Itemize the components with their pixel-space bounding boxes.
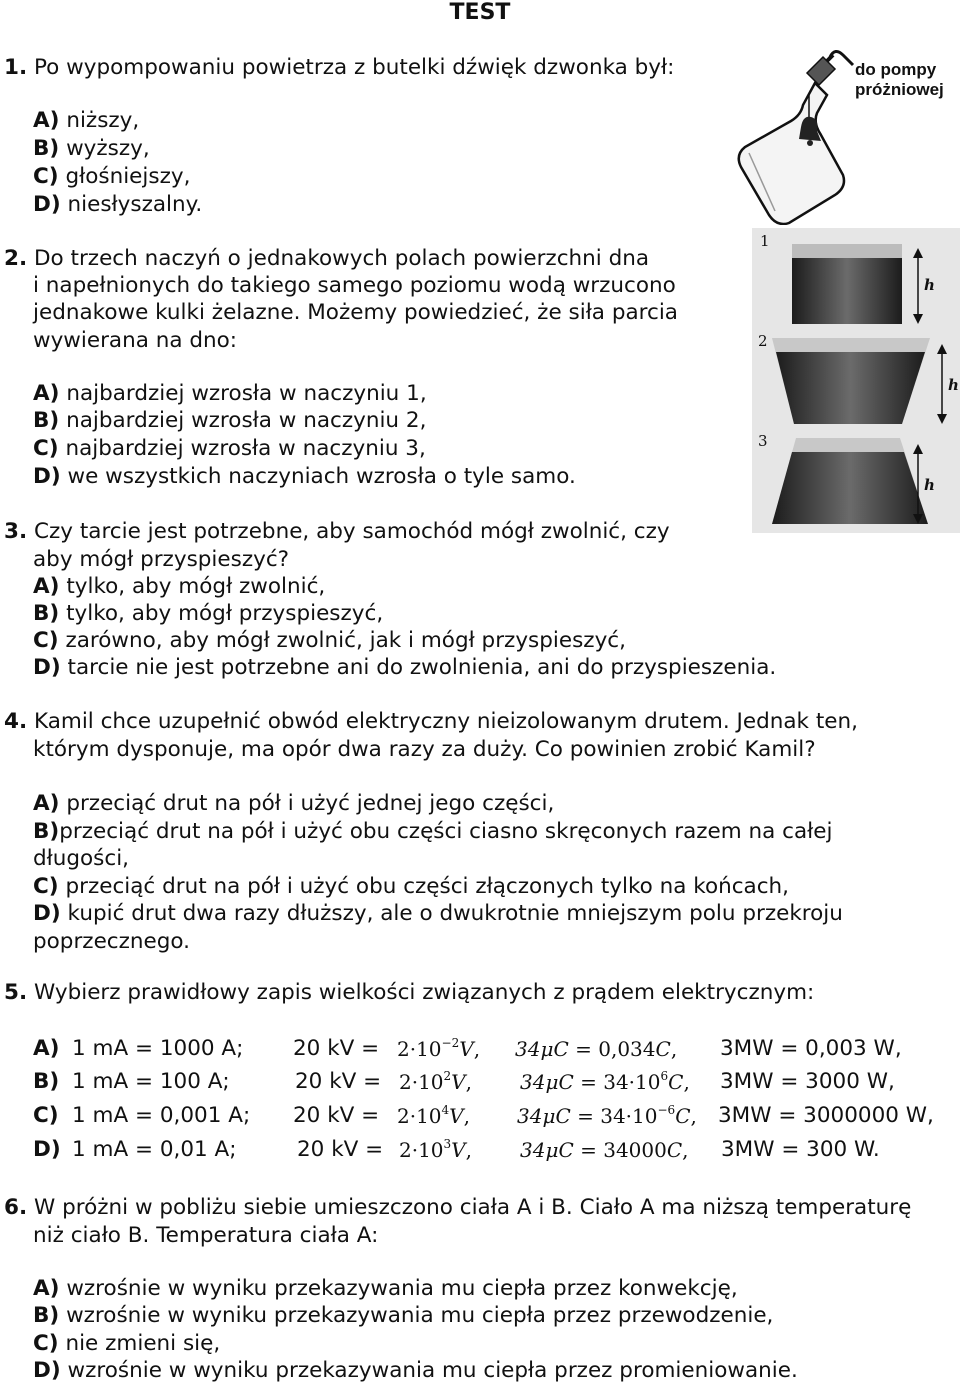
question-text-line: aby mógł przyspieszyć? — [33, 547, 290, 572]
option-letter: B) — [33, 1069, 60, 1094]
answer-option — [33, 793, 554, 815]
question-text: Po wypompowaniu powietrza z butelki dźwięk dzwonka był: — [33, 55, 675, 80]
option-text: przeciąć drut na pół i użyć obu części ciasno skręconych razem na całej — [59, 819, 833, 844]
option-letter: C) — [33, 628, 59, 653]
question-text-line: i napełnionych do takiego samego poziomu wodą wrzucono — [33, 273, 676, 298]
option-continuation: poprzecznego. — [33, 929, 191, 954]
kv-label: 20 kV = — [293, 1103, 380, 1128]
uc-value: 34μC = 0,034C, — [515, 1037, 678, 1061]
option-letter: B) — [33, 1303, 60, 1328]
option-letter: A) — [33, 1036, 60, 1061]
option-letter: D) — [33, 192, 61, 217]
option-text: przeciąć drut na pół i użyć jednej jego części, — [66, 791, 555, 816]
vessel-label: 1 — [760, 232, 770, 250]
option-text: głośniejszy, — [65, 164, 191, 189]
option-letter: D) — [33, 901, 61, 926]
answer-option — [33, 194, 202, 216]
option-letter: A) — [33, 574, 60, 599]
question-number: 2. — [4, 246, 28, 271]
answer-option — [33, 466, 576, 488]
answer-option — [33, 603, 383, 625]
option-text: tylko, aby mógł przyspieszyć, — [66, 601, 384, 626]
mw-expression: 3MW = 0,003 W, — [720, 1036, 902, 1061]
option-text: najbardziej wzrosła w naczyniu 3, — [65, 436, 426, 461]
answer-option — [33, 1333, 220, 1355]
option-letter: D) — [33, 655, 61, 680]
mw-expression: 3MW = 3000000 W, — [718, 1103, 934, 1128]
option-letter: A) — [33, 108, 60, 133]
ma-expression: 1 mA = 0,001 A; — [72, 1103, 251, 1128]
option-letter: D) — [33, 1358, 61, 1383]
answer-option — [33, 110, 139, 132]
question-number: 3. — [4, 519, 28, 544]
option-text: wyższy, — [66, 136, 150, 161]
vessel-label: 2 — [758, 332, 768, 350]
option-letter: D) — [33, 464, 61, 489]
option-letter: B) — [33, 408, 60, 433]
kv-value: $2\cdot 10^4V$, — [397, 1103, 470, 1128]
vessels-figure — [752, 228, 960, 533]
question-number: 4. — [4, 709, 28, 734]
kv-label: 20 kV = — [293, 1036, 380, 1061]
answer-option — [33, 657, 776, 679]
option-letter: C) — [33, 436, 59, 461]
option-text: najbardziej wzrosła w naczyniu 1, — [66, 381, 427, 406]
question-text: Kamil chce uzupełnić obwód elektryczny nieizolowanym drutem. Jednak ten, — [33, 709, 858, 734]
option-letter: C) — [33, 1331, 59, 1356]
figure-label: do pompy — [855, 60, 937, 79]
answer-option — [33, 383, 427, 405]
answer-option — [33, 1278, 738, 1300]
question-text: W próżni w pobliżu siebie umieszczono ciała A i B. Ciało A ma niższą temperaturę — [33, 1195, 912, 1220]
question-text: Czy tarcie jest potrzebne, aby samochód mógł zwolnić, czy — [33, 519, 670, 544]
answer-option — [33, 876, 789, 898]
option-text: tylko, aby mógł zwolnić, — [66, 574, 326, 599]
height-label: h — [924, 476, 935, 494]
question-number: 6. — [4, 1195, 28, 1220]
option-letter: D) — [33, 1137, 61, 1162]
option-text: niesłyszalny. — [67, 192, 203, 217]
height-label: h — [924, 276, 935, 294]
question-3 — [4, 521, 670, 543]
question-text: Wybierz prawidłowy zapis wielkości związanych z prądem elektrycznym: — [33, 980, 815, 1005]
answer-option — [33, 166, 190, 188]
option-text: zarówno, aby mógł zwolnić, jak i mógł przyspieszyć, — [65, 628, 626, 653]
question-text-line: wywierana na dno: — [33, 328, 238, 353]
option-letter: C) — [33, 874, 59, 899]
option-letter: C) — [33, 1103, 59, 1128]
kv-value: $2\cdot 10^3V$, — [399, 1137, 472, 1162]
option-text: najbardziej wzrosła w naczyniu 2, — [66, 408, 427, 433]
question-5 — [4, 982, 814, 1004]
option-text: wzrośnie w wyniku przekazywania mu ciepła przez promieniowanie. — [67, 1358, 798, 1383]
option-text: nie zmieni się, — [65, 1331, 221, 1356]
question-text: Do trzech naczyń o jednakowych polach powierzchni dna — [33, 246, 650, 271]
uc-value: $34\mu C = 34\cdot 10^6C$, — [520, 1069, 690, 1094]
option-letter: A) — [33, 791, 60, 816]
option-text: we wszystkich naczyniach wzrosła o tyle samo. — [67, 464, 576, 489]
option-text: niższy, — [66, 108, 140, 133]
kv-value: $2\cdot 10^{-2}V$, — [397, 1036, 481, 1061]
mw-expression: 3MW = 300 W. — [721, 1137, 880, 1162]
page-title: TEST — [449, 0, 511, 25]
option-text: tarcie nie jest potrzebne ani do zwolnienia, ani do przyspieszenia. — [67, 655, 777, 680]
option-letter: B) — [33, 601, 60, 626]
question-number: 1. — [4, 55, 28, 80]
answer-option — [33, 903, 843, 925]
option-text: wzrośnie w wyniku przekazywania mu ciepła przez przewodzenie, — [66, 1303, 774, 1328]
question-1 — [4, 57, 674, 79]
bottle-bell-figure — [735, 35, 960, 225]
question-text-line: którym dysponuje, ma opór dwa razy za duży. Co powinien zrobić Kamil? — [33, 737, 816, 762]
option-text: kupić drut dwa razy dłuższy, ale o dwukrotnie mniejszym polu przekroju — [67, 901, 843, 926]
question-text-line: niż ciało B. Temperatura ciała A: — [33, 1223, 379, 1248]
figure-label: próżniowej — [855, 80, 944, 99]
answer-option — [33, 438, 426, 460]
answer-option — [33, 410, 426, 432]
height-label: h — [948, 376, 959, 394]
kv-label: 20 kV = — [295, 1069, 382, 1094]
kv-label: 20 kV = — [297, 1137, 384, 1162]
answer-option — [33, 1360, 798, 1382]
option-letter: A) — [33, 381, 60, 406]
mw-expression: 3MW = 3000 W, — [720, 1069, 895, 1094]
question-text-line: jednakowe kulki żelazne. Możemy powiedzieć, że siła parcia — [33, 300, 678, 325]
question-4 — [4, 711, 858, 733]
question-6 — [4, 1197, 911, 1219]
uc-value: 34μC = 34000C, — [520, 1138, 689, 1162]
answer-option — [33, 821, 832, 843]
ma-expression: 1 mA = 1000 A; — [72, 1036, 244, 1061]
option-letter: A) — [33, 1276, 60, 1301]
option-text: wzrośnie w wyniku przekazywania mu ciepła przez konwekcję, — [66, 1276, 738, 1301]
option-continuation: długości, — [33, 846, 130, 871]
answer-option — [33, 138, 150, 160]
option-letter: B) — [33, 136, 60, 161]
answer-option — [33, 576, 325, 598]
kv-value: $2\cdot 10^2V$, — [399, 1069, 472, 1094]
uc-value: $34\mu C = 34\cdot 10^{-6}C$, — [517, 1103, 697, 1128]
ma-expression: 1 mA = 0,01 A; — [72, 1137, 237, 1162]
ma-expression: 1 mA = 100 A; — [72, 1069, 230, 1094]
question-number: 5. — [4, 980, 28, 1005]
option-letter: C) — [33, 164, 59, 189]
answer-option — [33, 630, 626, 652]
answer-option — [33, 1305, 773, 1327]
vessel-label: 3 — [758, 432, 768, 450]
question-2 — [4, 248, 649, 270]
option-letter: B) — [33, 819, 60, 844]
option-text: przeciąć drut na pół i użyć obu części złączonych tylko na końcach, — [65, 874, 789, 899]
